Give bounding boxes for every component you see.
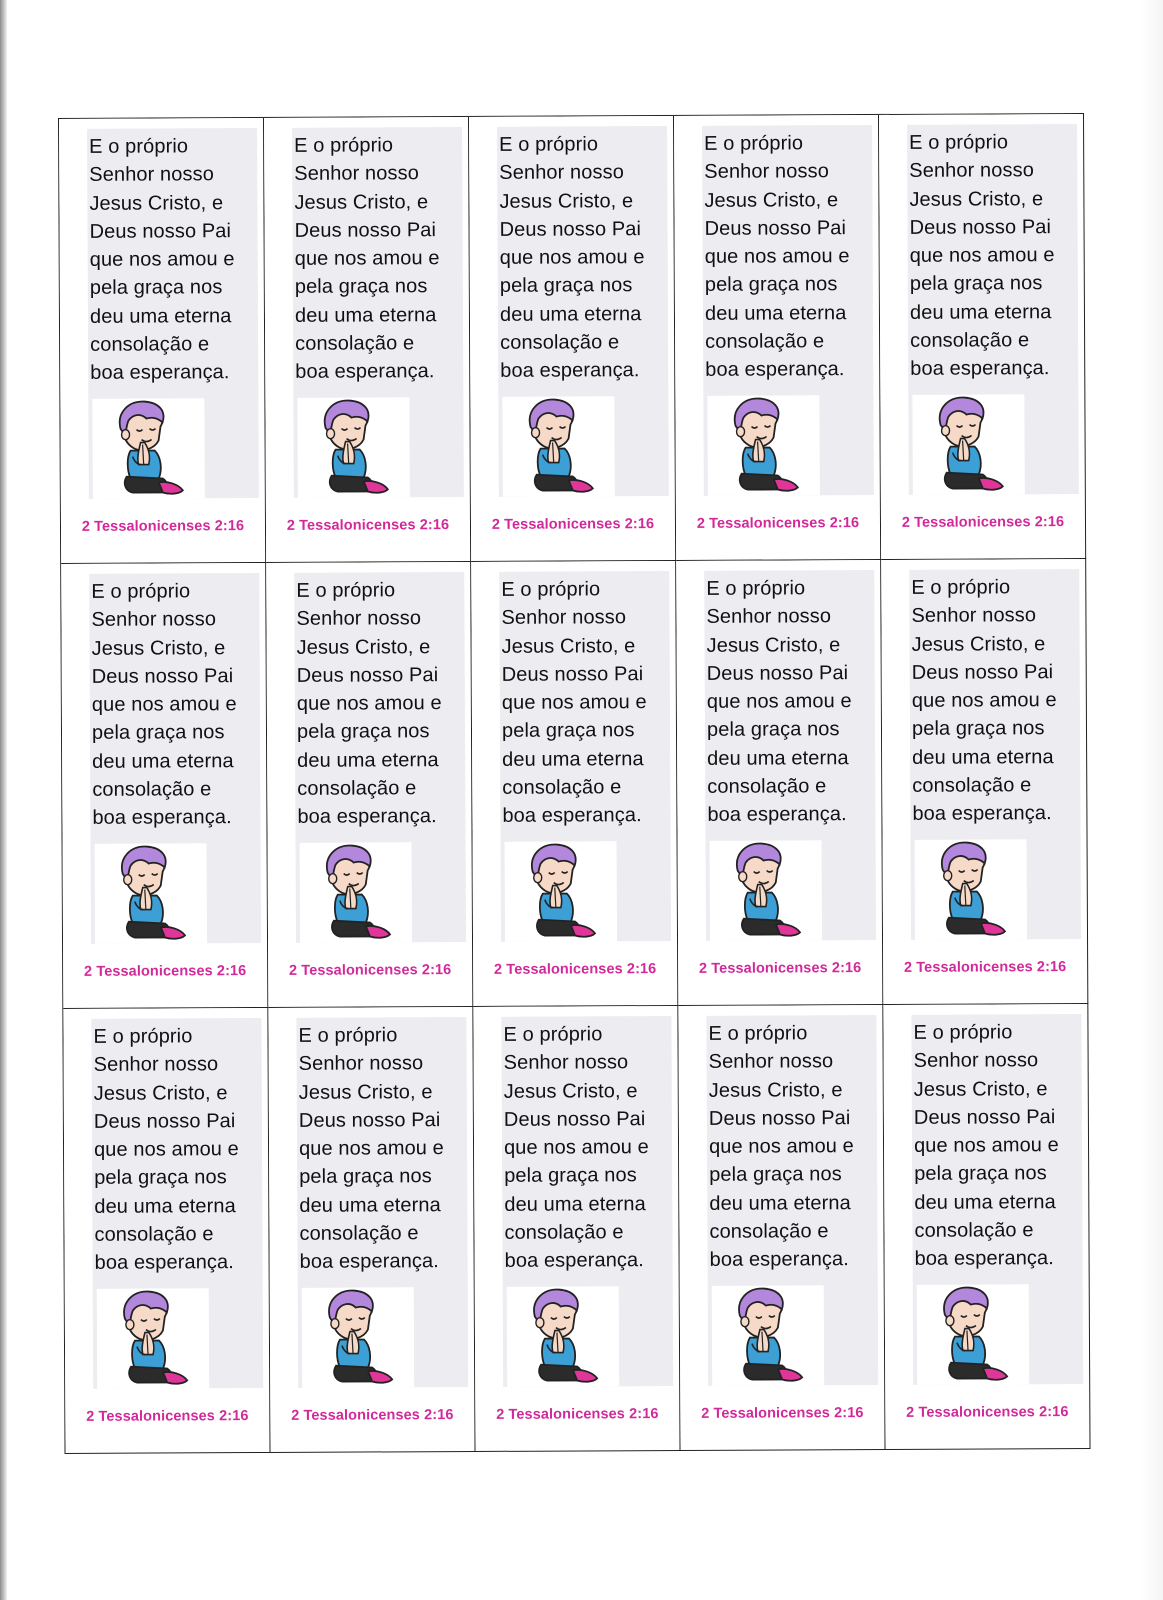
verse-line: Jesus Cristo, e	[708, 1078, 843, 1102]
verse-text	[501, 575, 674, 831]
verse-line: consolação e	[504, 1221, 624, 1244]
verse-line: que nos amou e	[296, 692, 442, 716]
verse-line: consolação e	[297, 777, 417, 800]
verse-line: boa esperança.	[94, 1251, 234, 1275]
verse-line: boa esperança.	[297, 805, 437, 829]
verse-line: boa esperança.	[504, 1249, 644, 1273]
verse-card	[264, 117, 471, 563]
verse-card	[881, 559, 1088, 1005]
praying-child-icon	[505, 841, 617, 942]
verse-line: consolação e	[90, 333, 210, 356]
verse-line: boa esperança.	[500, 359, 640, 383]
praying-child-icon	[912, 394, 1024, 495]
verse-card	[473, 1006, 680, 1452]
praying-child-icon	[707, 395, 819, 496]
verse-line: Deus nosso Pai	[503, 1108, 646, 1131]
verse-line: Jesus Cristo, e	[911, 632, 1046, 656]
verse-line: E o próprio	[91, 580, 191, 603]
verse-line: deu uma eterna	[499, 302, 642, 326]
verse-line: consolação e	[912, 774, 1032, 797]
praying-child-icon	[915, 839, 1027, 940]
verse-line: boa esperança.	[295, 360, 435, 384]
verse-line: E o próprio	[913, 1021, 1013, 1044]
verse-card	[268, 1007, 475, 1453]
verse-line: Senhor nosso	[913, 1049, 1039, 1073]
verse-line: Deus nosso Pai	[298, 1109, 441, 1132]
bible-reference: 2 Tessalonicenses 2:16	[288, 962, 452, 979]
verse-line: que nos amou e	[706, 690, 852, 714]
verse-card	[674, 115, 881, 561]
verse-card	[678, 1005, 885, 1451]
verse-line: pela graça nos	[294, 275, 428, 299]
verse-card	[469, 116, 676, 562]
verse-line: deu uma eterna	[504, 1192, 646, 1216]
verse-line: deu uma eterna	[297, 748, 439, 772]
verse-card	[61, 563, 268, 1009]
praying-child-icon	[300, 842, 412, 943]
verse-line: que nos amou e	[708, 1135, 854, 1159]
verse-line: Jesus Cristo, e	[91, 636, 226, 660]
verse-line: Senhor nosso	[911, 604, 1037, 628]
verse-text	[913, 1018, 1086, 1274]
verse-card	[676, 560, 883, 1006]
verse-line: Jesus Cristo, e	[501, 634, 636, 658]
verse-card	[59, 118, 266, 564]
verse-text	[91, 577, 264, 833]
verse-text	[706, 574, 879, 830]
verse-line: boa esperança.	[705, 358, 845, 382]
verse-line: E o próprio	[499, 133, 599, 156]
verse-line: Senhor nosso	[89, 163, 214, 187]
page-scan-edge-right	[1141, 0, 1163, 1600]
verse-line: consolação e	[299, 1222, 419, 1245]
verse-line: E o próprio	[296, 579, 396, 602]
bible-reference: 2 Tessalonicenses 2:16	[496, 1406, 659, 1423]
verse-line: Deus nosso Pai	[499, 218, 642, 241]
bible-reference: 2 Tessalonicenses 2:16	[701, 1405, 864, 1422]
verse-line: E o próprio	[294, 134, 394, 157]
verse-line: que nos amou e	[909, 244, 1055, 268]
verse-line: pela graça nos	[709, 1163, 842, 1187]
verse-line: deu uma eterna	[502, 747, 644, 771]
verse-line: Deus nosso Pai	[89, 220, 232, 243]
bible-reference: 2 Tessalonicenses 2:16	[903, 959, 1067, 976]
verse-line: Jesus Cristo, e	[503, 1079, 638, 1103]
bible-reference: 2 Tessalonicenses 2:16	[901, 514, 1065, 531]
verse-line: pela graça nos	[94, 1166, 227, 1190]
verse-line: Jesus Cristo, e	[296, 635, 431, 659]
verse-line: Deus nosso Pai	[913, 1106, 1056, 1129]
verse-line: que nos amou e	[93, 1138, 239, 1162]
verse-text	[704, 129, 877, 385]
verse-line: deu uma eterna	[707, 746, 849, 770]
verse-line: Deus nosso Pai	[909, 216, 1052, 239]
verse-line: Deus nosso Pai	[294, 219, 437, 242]
verse-line: que nos amou e	[298, 1137, 444, 1161]
verse-line: deu uma eterna	[92, 749, 234, 773]
verse-line: Deus nosso Pai	[93, 1110, 236, 1133]
verse-text	[294, 131, 467, 387]
verse-line: E o próprio	[298, 1024, 398, 1047]
verse-line: que nos amou e	[503, 1136, 649, 1160]
verse-line: deu uma eterna	[914, 1190, 1056, 1214]
bible-reference: 2 Tessalonicenses 2:16	[291, 1407, 454, 1424]
bible-reference: 2 Tessalonicenses 2:16	[81, 518, 245, 535]
verse-line: boa esperança.	[914, 1247, 1054, 1271]
verse-line: deu uma eterna	[909, 300, 1052, 324]
praying-child-icon	[95, 843, 207, 944]
verse-card	[879, 114, 1086, 560]
verse-card	[63, 1008, 270, 1454]
verse-line: consolação e	[707, 775, 827, 798]
verse-line: que nos amou e	[499, 246, 645, 270]
verse-line: que nos amou e	[704, 245, 850, 269]
verse-line: deu uma eterna	[89, 304, 232, 328]
praying-child-icon	[92, 398, 204, 499]
card-sheet	[58, 113, 1091, 1454]
praying-child-icon	[507, 1286, 619, 1387]
verse-line: Jesus Cristo, e	[298, 1080, 433, 1104]
verse-line: Senhor nosso	[294, 162, 419, 186]
verse-line: Deus nosso Pai	[296, 664, 439, 687]
verse-line: pela graça nos	[501, 719, 635, 743]
verse-line: Senhor nosso	[704, 160, 829, 184]
verse-line: deu uma eterna	[294, 303, 437, 327]
praying-child-icon	[710, 840, 822, 941]
verse-text	[503, 1020, 676, 1276]
verse-line: Deus nosso Pai	[91, 665, 234, 688]
bible-reference: 2 Tessalonicenses 2:16	[696, 515, 860, 532]
bible-reference: 2 Tessalonicenses 2:16	[906, 1404, 1069, 1421]
verse-line: consolação e	[709, 1220, 829, 1243]
verse-text	[93, 1022, 266, 1278]
verse-line: Jesus Cristo, e	[706, 633, 841, 657]
verse-line: Jesus Cristo, e	[909, 187, 1044, 211]
verse-line: pela graça nos	[499, 274, 633, 298]
verse-line: Deus nosso Pai	[704, 217, 847, 240]
verse-text	[89, 132, 262, 388]
verse-line: que nos amou e	[913, 1134, 1059, 1158]
verse-line: E o próprio	[93, 1025, 193, 1048]
verse-line: boa esperança.	[709, 1248, 849, 1272]
verse-line: boa esperança.	[910, 357, 1050, 381]
verse-line: pela graça nos	[296, 720, 430, 744]
verse-line: Senhor nosso	[503, 1051, 629, 1075]
verse-line: consolação e	[910, 329, 1030, 352]
verse-line: pela graça nos	[911, 717, 1045, 741]
verse-line: Senhor nosso	[296, 607, 422, 631]
verse-line: E o próprio	[911, 576, 1011, 599]
praying-child-icon	[712, 1285, 824, 1386]
verse-text	[911, 573, 1084, 829]
verse-line: E o próprio	[706, 577, 806, 600]
verse-text	[909, 128, 1082, 384]
verse-line: E o próprio	[89, 135, 189, 158]
verse-line: boa esperança.	[502, 804, 642, 828]
verse-line: E o próprio	[503, 1023, 603, 1046]
verse-line: Jesus Cristo, e	[499, 189, 634, 213]
verse-line: pela graça nos	[704, 273, 838, 297]
verse-line: E o próprio	[909, 131, 1009, 154]
verse-card	[266, 562, 473, 1008]
bible-reference: 2 Tessalonicenses 2:16	[493, 961, 657, 978]
verse-line: Senhor nosso	[501, 606, 627, 630]
verse-line: E o próprio	[501, 578, 601, 601]
bible-reference: 2 Tessalonicenses 2:16	[491, 516, 655, 533]
verse-line: Deus nosso Pai	[501, 663, 644, 686]
verse-line: Senhor nosso	[91, 608, 217, 632]
verse-line: consolação e	[914, 1219, 1034, 1242]
verse-line: Senhor nosso	[909, 159, 1034, 183]
verse-line: pela graça nos	[91, 721, 225, 745]
verse-line: Senhor nosso	[499, 161, 624, 185]
verse-line: consolação e	[92, 778, 212, 801]
verse-line: que nos amou e	[911, 689, 1057, 713]
verse-card	[883, 1004, 1090, 1450]
verse-line: consolação e	[500, 331, 620, 354]
verse-line: consolação e	[94, 1223, 214, 1246]
verse-line: Senhor nosso	[93, 1053, 219, 1077]
praying-child-icon	[917, 1284, 1029, 1385]
verse-line: deu uma eterna	[704, 301, 847, 325]
verse-line: pela graça nos	[909, 272, 1043, 296]
verse-text	[296, 576, 469, 832]
verse-line: boa esperança.	[92, 806, 232, 830]
verse-line: E o próprio	[704, 132, 804, 155]
verse-line: deu uma eterna	[94, 1194, 236, 1218]
verse-line: Deus nosso Pai	[911, 661, 1054, 684]
verse-line: Jesus Cristo, e	[93, 1081, 228, 1105]
praying-child-icon	[297, 397, 409, 498]
verse-line: boa esperança.	[912, 802, 1052, 826]
verse-line: boa esperança.	[90, 361, 230, 385]
verse-line: que nos amou e	[501, 691, 647, 715]
verse-line: consolação e	[502, 776, 622, 799]
praying-child-icon	[502, 396, 614, 497]
bible-reference: 2 Tessalonicenses 2:16	[286, 517, 450, 534]
verse-line: Deus nosso Pai	[706, 662, 849, 685]
verse-line: pela graça nos	[299, 1165, 432, 1189]
verse-line: pela graça nos	[504, 1164, 637, 1188]
verse-line: deu uma eterna	[709, 1191, 851, 1215]
verse-line: boa esperança.	[707, 803, 847, 827]
verse-line: pela graça nos	[914, 1162, 1047, 1186]
verse-line: pela graça nos	[89, 276, 223, 300]
praying-child-icon	[97, 1288, 209, 1389]
verse-line: deu uma eterna	[912, 745, 1054, 769]
verse-line: consolação e	[705, 330, 825, 353]
verse-line: pela graça nos	[706, 718, 840, 742]
verse-line: Senhor nosso	[298, 1052, 424, 1076]
verse-line: que nos amou e	[91, 693, 237, 717]
bible-reference: 2 Tessalonicenses 2:16	[86, 1408, 249, 1425]
verse-line: consolação e	[295, 332, 415, 355]
verse-line: Jesus Cristo, e	[704, 188, 839, 212]
verse-line: Senhor nosso	[706, 605, 832, 629]
verse-text	[499, 130, 672, 386]
verse-line: E o próprio	[708, 1022, 808, 1045]
verse-line: Deus nosso Pai	[708, 1107, 851, 1130]
verse-line: que nos amou e	[89, 248, 235, 272]
verse-line: Senhor nosso	[708, 1050, 834, 1074]
verse-line: Jesus Cristo, e	[89, 191, 224, 215]
verse-line: Jesus Cristo, e	[913, 1077, 1048, 1101]
verse-line: deu uma eterna	[299, 1193, 441, 1217]
praying-child-icon	[302, 1287, 414, 1388]
page-scan-edge	[0, 0, 7, 1600]
bible-reference: 2 Tessalonicenses 2:16	[83, 963, 247, 980]
verse-card	[471, 561, 678, 1007]
verse-text	[708, 1019, 881, 1275]
verse-line: Jesus Cristo, e	[294, 190, 429, 214]
bible-reference: 2 Tessalonicenses 2:16	[698, 960, 862, 977]
verse-line: que nos amou e	[294, 247, 440, 271]
verse-line: boa esperança.	[299, 1250, 439, 1274]
verse-text	[298, 1021, 471, 1277]
